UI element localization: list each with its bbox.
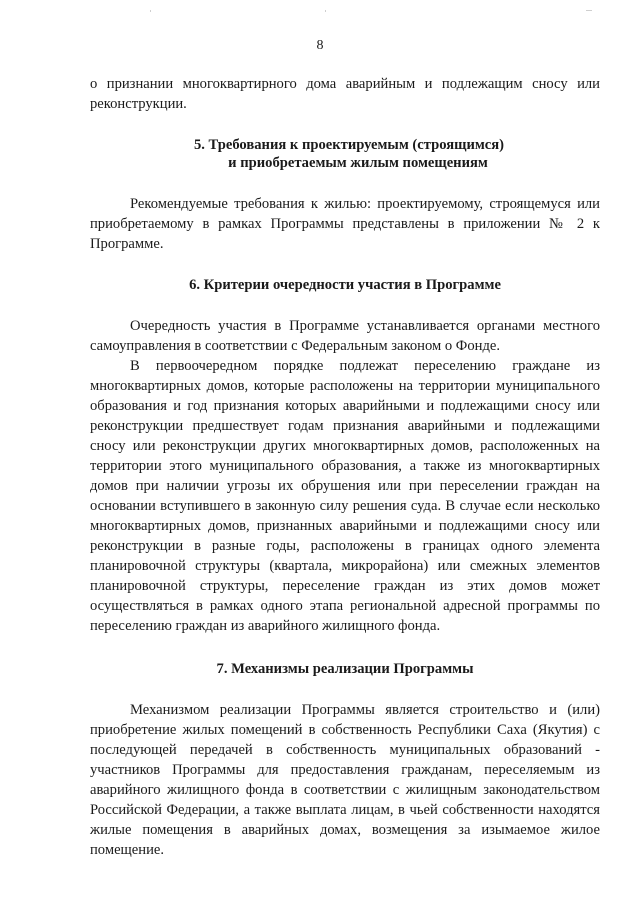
section-6-paragraph-2: В первоочередном порядке подлежат переселению граждане из многоквартирных домов, которые расположены на территории муниципального образования и год признания которых аварийными и подлежащими сносу или реконструкции предшествует годам признания аварийными и подлежащими сносу или реконструкции других многоквартирных домов, расположенных на территории этого муниципального образования, а также из многоквартирных домов при наличии угрозы их обрушения или при переселении граждан на основании вступившего в законную силу решения суда. В случае если несколько многоквартирных домов, признанных аварийными и подлежащими сносу или реконструкции в разные годы, расположены в границах одного элемента планировочной структуры (квартала, микрорайона) или смежных элементов планировочной структуры, переселение граждан из этих домов может осуществляться в рамках одного этапа региональной адресной программы по переселению граждан из аварийного жилищного фонда. (90, 358, 600, 634)
scan-mark-center (325, 10, 326, 12)
section-6-paragraph-1: Очередность участия в Программе устанавливается органами местного самоуправления в соответствии с Федеральным законом о Фонде. (90, 318, 600, 354)
section-7-paragraph: Механизмом реализации Программы является строительство и (или) приобретение жилых помещений в собственность Республики Саха (Якутия) с последующей передачей в собственность муниципальных образований - участников Программы для предоставления гражданам, переселяемым из аварийного жилищного фонда в соответствии с жилищным законодательством Российской Федерации, а также выплата лицам, в чьей собственности находятся жилые помещения в аварийных домах, возмещения за изымаемое жилое помещение. (90, 702, 600, 858)
page-number: 8 (316, 38, 324, 53)
section-5-heading-line2: и приобретаемым жилым помещениям (228, 155, 488, 171)
scan-mark-left (150, 10, 151, 12)
section-6-heading: 6. Критерии очередности участия в Программе (189, 277, 501, 293)
section-5-heading-line1: 5. Требования к проектируемым (строящимся) (193, 137, 505, 153)
section-5-heading (90, 136, 600, 172)
scan-mark-right (586, 10, 592, 11)
section-5-paragraph: Рекомендуемые требования к жилью: проектируемому, строящемуся или приобретаемому в рамках Программы представлены в приложении № 2 к Программе. (90, 196, 600, 252)
document-body (90, 74, 600, 860)
section-7-heading: 7. Механизмы реализации Программы (216, 661, 474, 677)
continuation-paragraph: о признании многоквартирного дома аварийным и подлежащим сносу или реконструкции. (90, 76, 600, 112)
